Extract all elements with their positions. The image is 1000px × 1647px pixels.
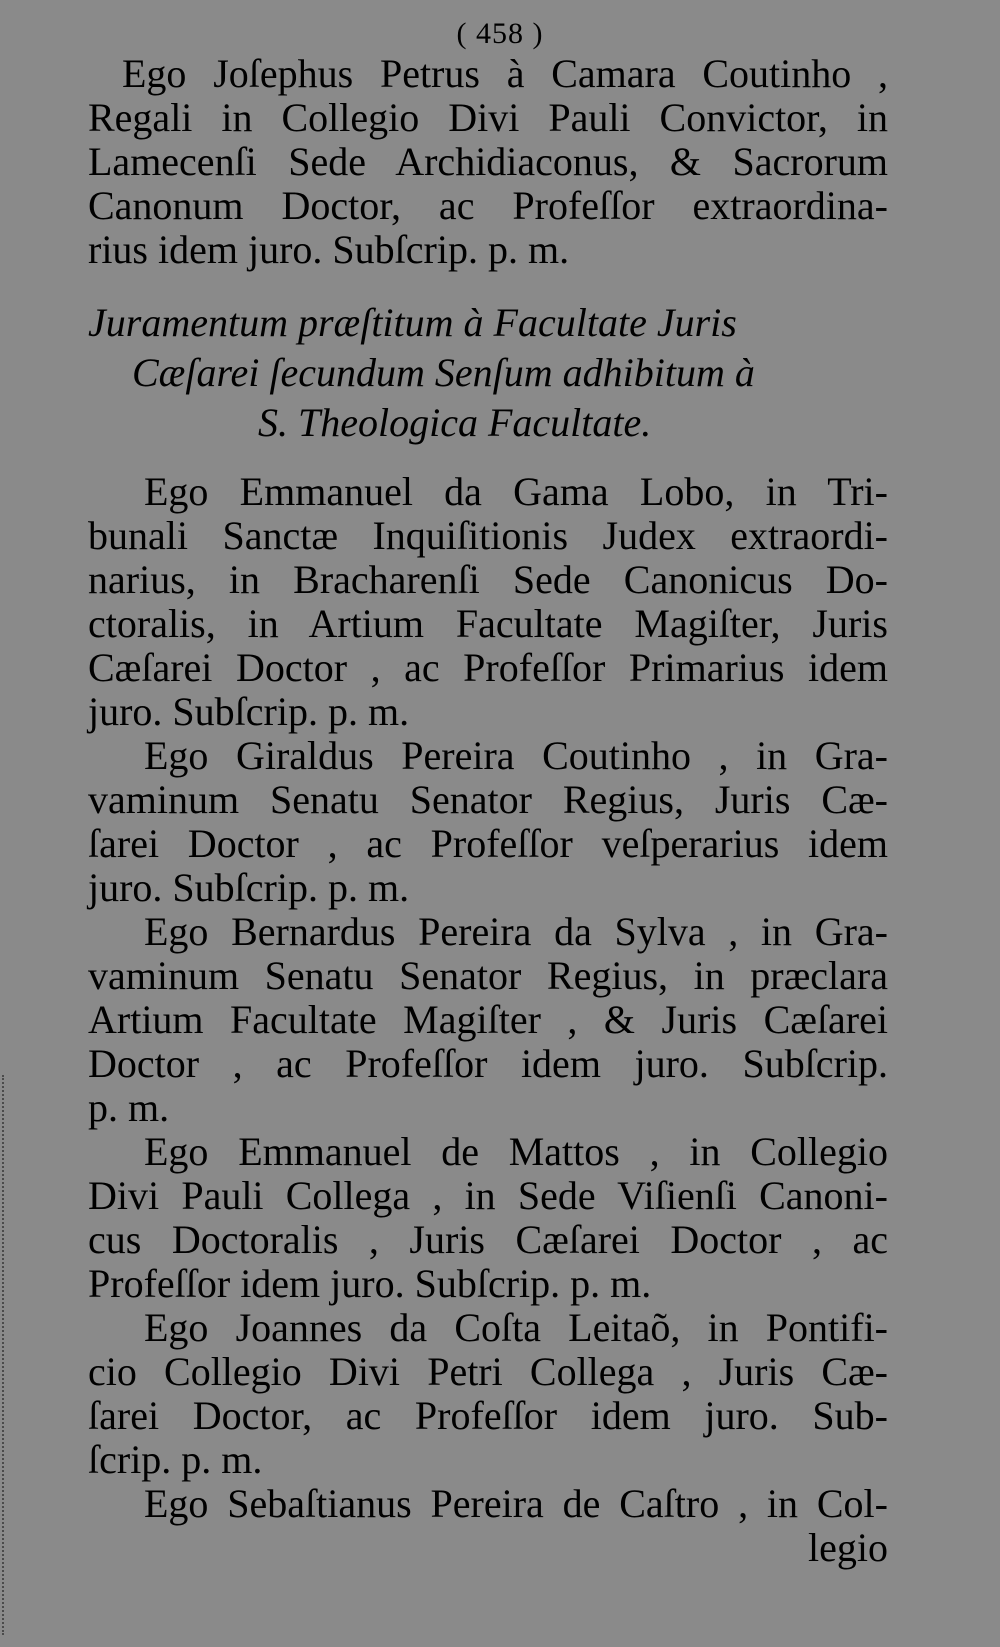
entry-line: juro. Subſcrip. p. m. [88, 689, 410, 734]
text-line: Lamecenſi Sede Archidiaconus, & Sacrorum [88, 139, 888, 184]
entry-line: Ego Bernardus Pereira da Sylva , in Gra- [144, 909, 888, 954]
entry-line: ctoralis, in Artium Facultate Magiſter, Juris [88, 601, 888, 646]
entry-line: ſcrip. p. m. [88, 1437, 263, 1482]
text-line: Regali in Collegio Divi Pauli Convictor, in [88, 95, 888, 140]
entry-line: cio Collegio Divi Petri Collega , Juris Cæ- [88, 1349, 888, 1394]
entry-line: Divi Pauli Collega , in Sede Viſienſi Canoni- [88, 1173, 888, 1218]
entry-line: cus Doctoralis , Juris Cæſarei Doctor , ac [88, 1217, 888, 1262]
entry-line: Doctor , ac Profeſſor idem juro. Subſcrip. [88, 1041, 888, 1086]
heading-line: Juramentum præſtitum à Facultate Juris [88, 300, 737, 345]
heading-line: S. Theologica Facultate. [258, 400, 652, 445]
oath-entries [88, 470, 888, 1570]
section-heading [88, 298, 888, 448]
entry-line: Ego Giraldus Pereira Coutinho , in Gra- [144, 733, 888, 778]
heading-line: Cæſarei ſecundum Senſum adhibitum à [132, 350, 755, 395]
entry-line: ſarei Doctor, ac Profeſſor idem juro. Sub- [88, 1393, 888, 1438]
entry-line: Cæſarei Doctor , ac Profeſſor Primarius idem [88, 645, 888, 690]
entry-line: vaminum Senatu Senator Regius, in præclara [88, 953, 888, 998]
entry-line: ſarei Doctor , ac Profeſſor veſperarius idem [88, 821, 888, 866]
entry-line: Ego Emmanuel de Mattos , in Collegio [144, 1129, 888, 1174]
entry-line: Ego Emmanuel da Gama Lobo, in Tri- [144, 469, 888, 514]
entry-line: p. m. [88, 1085, 170, 1130]
entry-line: Profeſſor idem juro. Subſcrip. p. m. [88, 1261, 652, 1306]
entry-line: Ego Joannes da Coſta Leitaõ, in Pontifi- [144, 1305, 888, 1350]
entry-line: juro. Subſcrip. p. m. [88, 865, 410, 910]
entry-line: Ego Sebaſtianus Pereira de Caſtro , in Col- [144, 1481, 888, 1526]
text-line: Canonum Doctor, ac Profeſſor extraordina- [88, 183, 888, 228]
text-line: Ego Joſephus Petrus à Camara Coutinho , [122, 51, 888, 96]
entry-line: bunali Sanctæ Inquiſitionis Judex extraordi- [88, 513, 888, 558]
entry-line: vaminum Senatu Senator Regius, Juris Cæ- [88, 777, 888, 822]
entry-line: Artium Facultate Magiſter , & Juris Cæſarei [88, 997, 888, 1042]
scan-margin-marks [2, 1075, 10, 1635]
page-number: ( 458 ) [456, 17, 544, 50]
entry-line: legio [808, 1525, 888, 1570]
opening-paragraph [88, 52, 888, 272]
entry-line: narius, in Bracharenſi Sede Canonicus Do- [88, 557, 888, 602]
text-line: rius idem juro. Subſcrip. p. m. [88, 227, 570, 272]
